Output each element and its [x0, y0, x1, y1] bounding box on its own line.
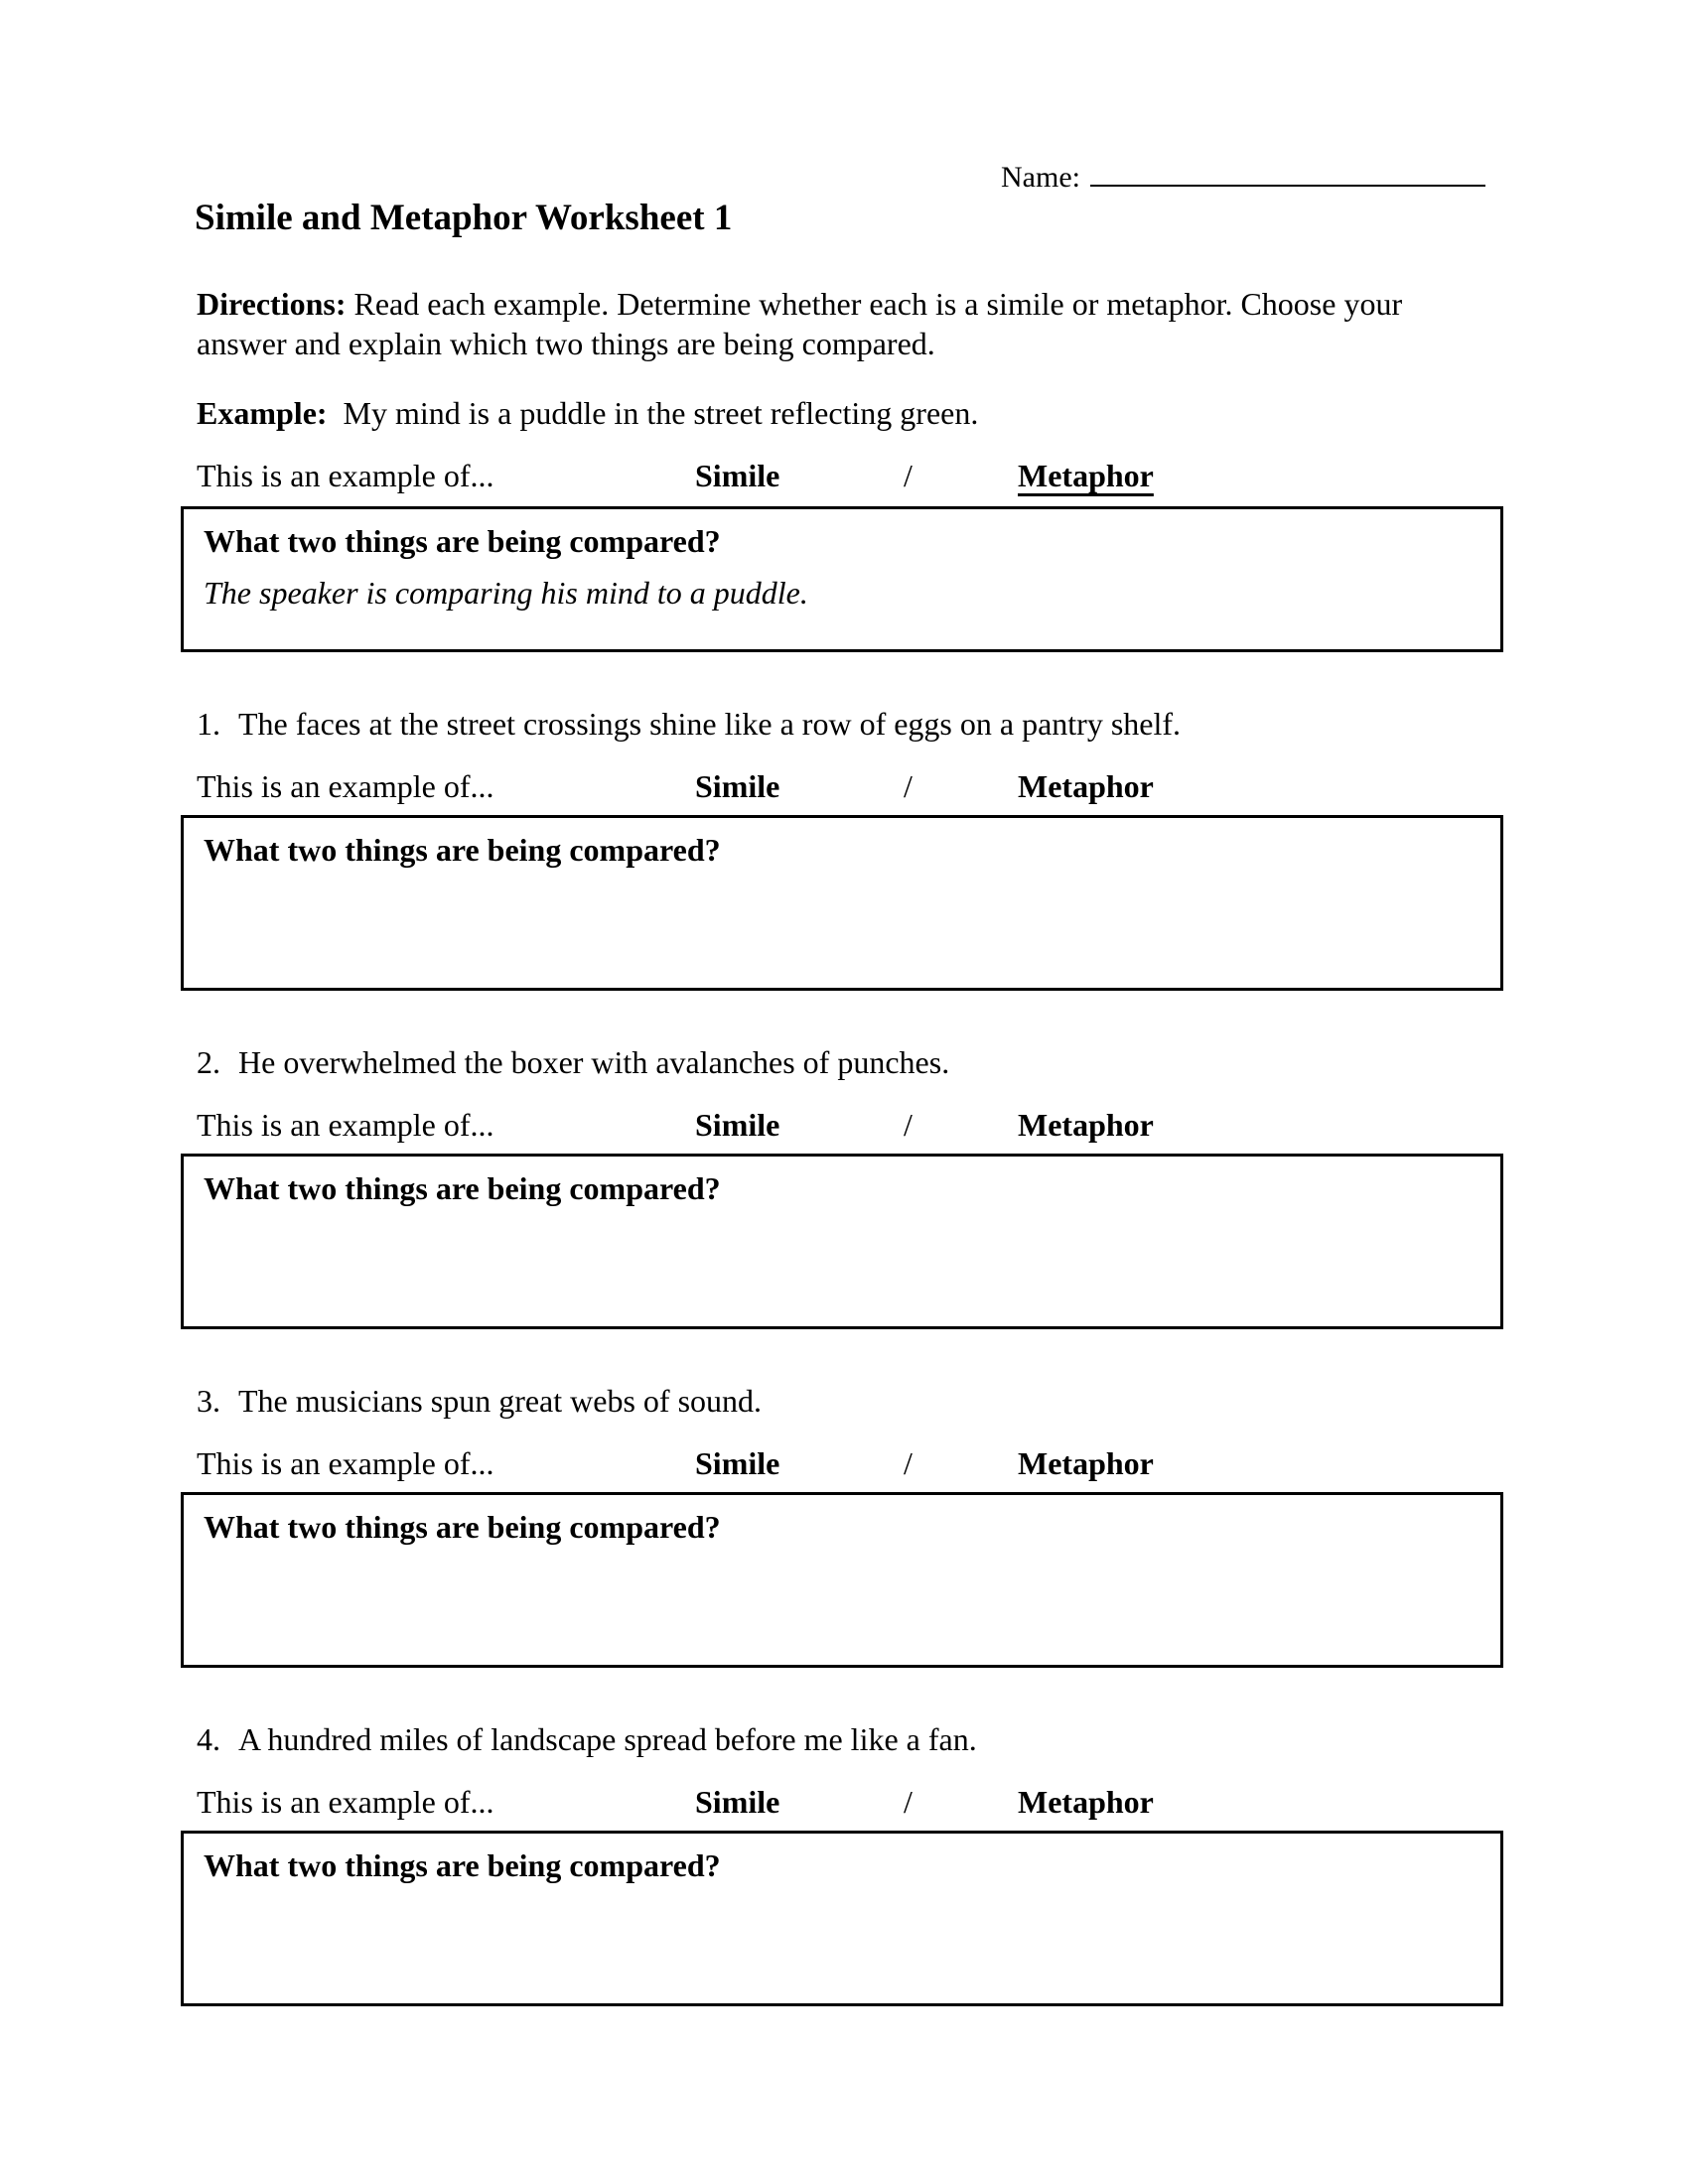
question-number: 3. — [197, 1383, 220, 1419]
question-line — [197, 1719, 1503, 1759]
answer-box[interactable] — [181, 1492, 1503, 1668]
question-block — [181, 1719, 1503, 2006]
answer-row-prefix: This is an example of... — [197, 1107, 494, 1143]
example-sentence: My mind is a puddle in the street reflecting green. — [343, 395, 979, 431]
answer-row-prefix: This is an example of... — [197, 768, 494, 804]
question-line — [197, 1042, 1503, 1082]
option-separator: / — [904, 1445, 913, 1481]
question-block — [181, 1381, 1503, 1668]
question-sentence: A hundred miles of landscape spread before me like a fan. — [238, 1721, 977, 1757]
example-answer-text: The speaker is comparing his mind to a puddle. — [204, 575, 808, 611]
question-sentence: The musicians spun great webs of sound. — [238, 1383, 763, 1419]
example-answer-box — [181, 506, 1503, 652]
answer-box[interactable] — [181, 1154, 1503, 1329]
metaphor-option[interactable]: Metaphor — [1018, 1107, 1154, 1143]
metaphor-option-selected[interactable]: Metaphor — [1018, 458, 1154, 493]
answer-row-prefix: This is an example of... — [197, 1445, 494, 1481]
simile-option[interactable]: Simile — [695, 1107, 780, 1143]
question-sentence: The faces at the street crossings shine like a row of eggs on a pantry shelf. — [238, 706, 1182, 742]
answer-box[interactable] — [181, 815, 1503, 991]
page-title: Simile and Metaphor Worksheet 1 — [195, 198, 733, 238]
question-number: 1. — [197, 706, 220, 742]
box-prompt: What two things are being compared? — [204, 832, 721, 868]
simile-option[interactable]: Simile — [695, 1784, 780, 1820]
metaphor-option[interactable]: Metaphor — [1018, 1784, 1154, 1820]
question-line — [197, 1381, 1503, 1421]
box-prompt: What two things are being compared? — [204, 523, 721, 559]
metaphor-option[interactable]: Metaphor — [1018, 1445, 1154, 1481]
answer-box[interactable] — [181, 1831, 1503, 2006]
answer-row-prefix: This is an example of... — [197, 458, 494, 493]
metaphor-option[interactable]: Metaphor — [1018, 768, 1154, 804]
directions-paragraph — [197, 284, 1487, 363]
option-separator: / — [904, 768, 913, 804]
question-line — [197, 704, 1503, 744]
directions-text: Read each example. Determine whether each is a simile or metaphor. Choose your answer and explain which two things are being compared. — [197, 286, 1403, 361]
box-prompt: What two things are being compared? — [204, 1170, 721, 1206]
simile-option[interactable]: Simile — [695, 768, 780, 804]
answer-row — [181, 1104, 1503, 1146]
example-answer-row — [181, 455, 1503, 496]
question-block — [181, 704, 1503, 991]
question-sentence: He overwhelmed the boxer with avalanches of punches. — [238, 1044, 950, 1080]
directions-label: Directions: — [197, 286, 347, 322]
question-block — [181, 1042, 1503, 1329]
simile-option[interactable]: Simile — [695, 1445, 780, 1481]
example-line — [197, 393, 1503, 433]
box-prompt: What two things are being compared? — [204, 1847, 721, 1883]
worksheet-body — [181, 0, 1503, 2006]
answer-row — [181, 765, 1503, 807]
name-label: Name: — [1001, 161, 1080, 194]
box-prompt: What two things are being compared? — [204, 1509, 721, 1545]
answer-row — [181, 1442, 1503, 1484]
example-label: Example: — [197, 395, 328, 431]
option-separator: / — [904, 1107, 913, 1143]
answer-row-prefix: This is an example of... — [197, 1784, 494, 1820]
simile-option[interactable]: Simile — [695, 458, 780, 493]
question-number: 4. — [197, 1721, 220, 1757]
question-number: 2. — [197, 1044, 220, 1080]
option-separator: / — [904, 458, 913, 493]
answer-row — [181, 1781, 1503, 1823]
option-separator: / — [904, 1784, 913, 1820]
questions-list — [181, 704, 1503, 2006]
